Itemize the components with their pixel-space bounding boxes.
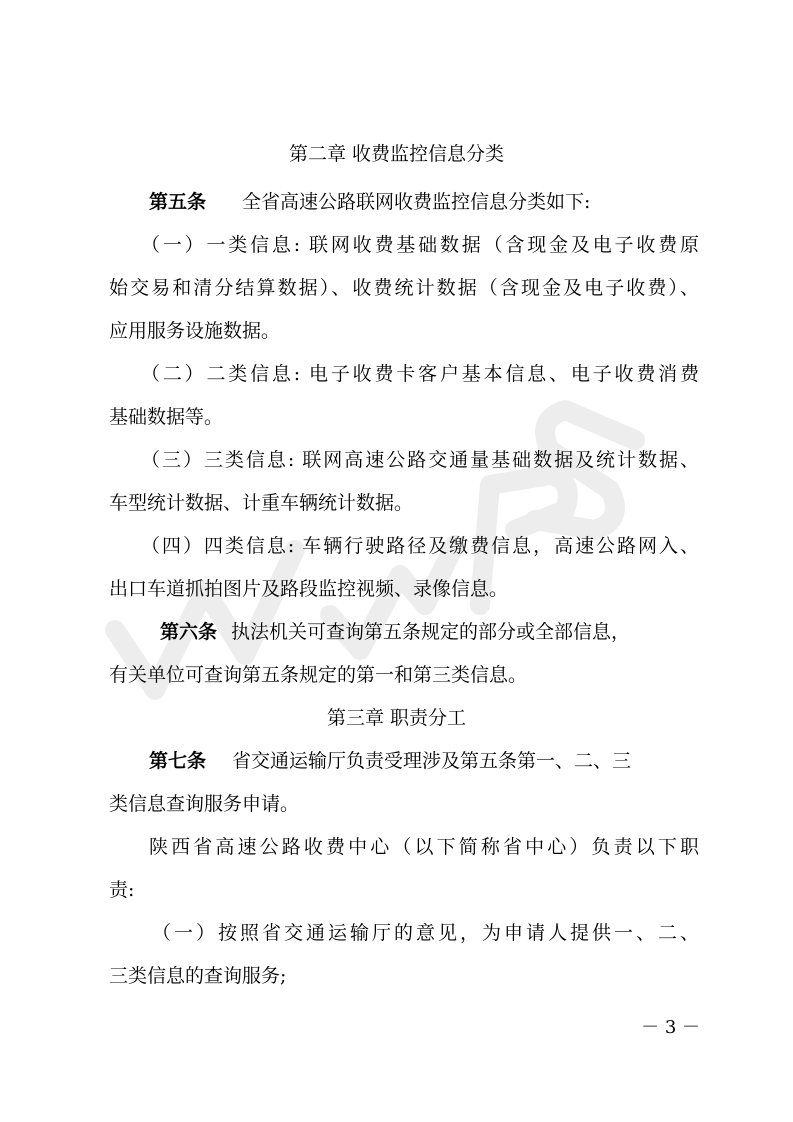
page-number: － 3 －	[641, 1017, 700, 1038]
item-1-line-1: （一）一类信息: 联网收费基础数据（含现金及电子收费原	[141, 234, 699, 256]
item-4-line-2: 出口车道抓拍图片及路段监控视频、录像信息。	[109, 578, 509, 600]
article-7-text: 省交通运输厅负责受理涉及第五条第一、二、三	[232, 750, 632, 772]
duty-1-line-2: 三类信息的查询服务;	[109, 965, 287, 987]
center-duties-line-1: 陕西省高速公路收费中心（以下简称省中心）负责以下职	[149, 836, 699, 858]
article-7-line-2: 类信息查询服务申请。	[109, 793, 300, 815]
item-4-line-1: （四）四类信息: 车辆行驶路径及缴费信息，高速公路网入、	[141, 535, 699, 557]
article-6-line-2: 有关单位可查询第五条规定的第一和第三类信息。	[109, 664, 528, 686]
item-1-line-2: 始交易和清分结算数据）、收费统计数据（含现金及电子收费）、	[109, 277, 699, 299]
item-2-line-2: 基础数据等。	[109, 406, 224, 428]
item-3-line-1: （三）三类信息: 联网高速公路交通量基础数据及统计数据、	[141, 449, 699, 471]
item-2-line-1: （二）二类信息: 电子收费卡客户基本信息、电子收费消费	[141, 363, 699, 385]
article-6-label: 第六条	[160, 621, 218, 643]
duty-1-line-1: （一）按照省交通运输厅的意见，为申请人提供一、二、	[152, 922, 699, 944]
article-5-label: 第五条	[149, 191, 207, 213]
chapter-2-heading: 第二章 收费监控信息分类	[288, 143, 505, 165]
center-duties-line-2: 责:	[109, 879, 135, 901]
article-5-line	[149, 190, 699, 214]
article-6-line-1	[160, 620, 699, 644]
item-1-line-3: 应用服务设施数据。	[109, 320, 281, 342]
article-7-line-1	[149, 749, 699, 773]
article-7-label: 第七条	[149, 750, 207, 772]
article-5-text: 全省高速公路联网收费监控信息分类如下:	[242, 191, 591, 213]
chapter-3-heading: 第三章 职责分工	[326, 707, 467, 729]
article-6-text: 执法机关可查询第五条规定的部分或全部信息，	[231, 621, 631, 643]
item-3-line-2: 车型统计数据、计重车辆统计数据。	[109, 492, 414, 514]
